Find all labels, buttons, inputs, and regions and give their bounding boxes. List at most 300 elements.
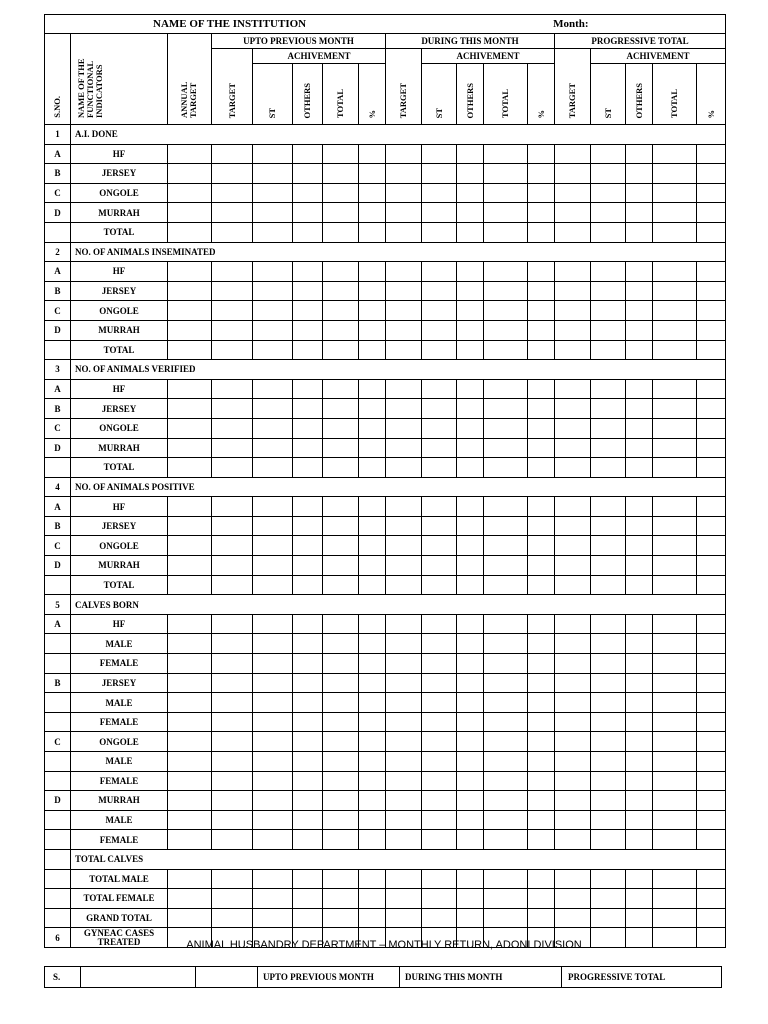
entry-cell[interactable] xyxy=(626,634,653,654)
entry-cell[interactable] xyxy=(359,673,386,693)
entry-cell[interactable] xyxy=(653,771,697,791)
entry-cell[interactable] xyxy=(484,575,528,595)
entry-cell[interactable] xyxy=(359,281,386,301)
entry-cell[interactable] xyxy=(212,791,253,811)
entry-cell[interactable] xyxy=(484,869,528,889)
entry-cell[interactable] xyxy=(253,693,293,713)
entry-cell[interactable] xyxy=(168,830,212,850)
entry-cell[interactable] xyxy=(528,144,555,164)
entry-cell[interactable] xyxy=(359,458,386,478)
entry-cell[interactable] xyxy=(697,732,726,752)
entry-cell[interactable] xyxy=(422,301,457,321)
entry-cell[interactable] xyxy=(168,301,212,321)
entry-cell[interactable] xyxy=(457,183,484,203)
entry-cell[interactable] xyxy=(168,810,212,830)
entry-cell[interactable] xyxy=(591,614,626,634)
entry-cell[interactable] xyxy=(323,320,359,340)
entry-cell[interactable] xyxy=(591,144,626,164)
entry-cell[interactable] xyxy=(386,399,422,419)
entry-cell[interactable] xyxy=(484,497,528,517)
entry-cell[interactable] xyxy=(555,889,591,909)
entry-cell[interactable] xyxy=(293,183,323,203)
entry-cell[interactable] xyxy=(422,183,457,203)
entry-cell[interactable] xyxy=(457,654,484,674)
entry-cell[interactable] xyxy=(653,281,697,301)
entry-cell[interactable] xyxy=(528,771,555,791)
entry-cell[interactable] xyxy=(555,516,591,536)
entry-cell[interactable] xyxy=(457,791,484,811)
entry-cell[interactable] xyxy=(626,614,653,634)
entry-cell[interactable] xyxy=(626,732,653,752)
entry-cell[interactable] xyxy=(293,830,323,850)
entry-cell[interactable] xyxy=(168,497,212,517)
entry-cell[interactable] xyxy=(323,458,359,478)
entry-cell[interactable] xyxy=(484,810,528,830)
entry-cell[interactable] xyxy=(422,164,457,184)
entry-cell[interactable] xyxy=(212,810,253,830)
entry-cell[interactable] xyxy=(386,203,422,223)
entry-cell[interactable] xyxy=(359,908,386,928)
entry-cell[interactable] xyxy=(591,281,626,301)
entry-cell[interactable] xyxy=(359,340,386,360)
entry-cell[interactable] xyxy=(323,869,359,889)
entry-cell[interactable] xyxy=(555,301,591,321)
entry-cell[interactable] xyxy=(457,320,484,340)
entry-cell[interactable] xyxy=(653,340,697,360)
entry-cell[interactable] xyxy=(626,281,653,301)
entry-cell[interactable] xyxy=(626,536,653,556)
entry-cell[interactable] xyxy=(253,183,293,203)
entry-cell[interactable] xyxy=(168,771,212,791)
entry-cell[interactable] xyxy=(323,830,359,850)
entry-cell[interactable] xyxy=(591,869,626,889)
entry-cell[interactable] xyxy=(323,262,359,282)
entry-cell[interactable] xyxy=(212,320,253,340)
entry-cell[interactable] xyxy=(253,830,293,850)
entry-cell[interactable] xyxy=(386,458,422,478)
entry-cell[interactable] xyxy=(626,183,653,203)
entry-cell[interactable] xyxy=(697,614,726,634)
entry-cell[interactable] xyxy=(591,791,626,811)
entry-cell[interactable] xyxy=(484,458,528,478)
entry-cell[interactable] xyxy=(591,654,626,674)
entry-cell[interactable] xyxy=(323,203,359,223)
entry-cell[interactable] xyxy=(212,222,253,242)
entry-cell[interactable] xyxy=(212,399,253,419)
entry-cell[interactable] xyxy=(168,732,212,752)
entry-cell[interactable] xyxy=(422,614,457,634)
entry-cell[interactable] xyxy=(168,556,212,576)
entry-cell[interactable] xyxy=(253,438,293,458)
entry-cell[interactable] xyxy=(591,438,626,458)
entry-cell[interactable] xyxy=(212,869,253,889)
entry-cell[interactable] xyxy=(422,262,457,282)
entry-cell[interactable] xyxy=(422,497,457,517)
entry-cell[interactable] xyxy=(653,614,697,634)
entry-cell[interactable] xyxy=(386,575,422,595)
entry-cell[interactable] xyxy=(555,771,591,791)
entry-cell[interactable] xyxy=(626,752,653,772)
entry-cell[interactable] xyxy=(253,536,293,556)
entry-cell[interactable] xyxy=(555,752,591,772)
entry-cell[interactable] xyxy=(626,379,653,399)
entry-cell[interactable] xyxy=(484,732,528,752)
entry-cell[interactable] xyxy=(253,301,293,321)
entry-cell[interactable] xyxy=(528,732,555,752)
entry-cell[interactable] xyxy=(484,281,528,301)
entry-cell[interactable] xyxy=(293,320,323,340)
entry-cell[interactable] xyxy=(323,222,359,242)
entry-cell[interactable] xyxy=(253,399,293,419)
entry-cell[interactable] xyxy=(422,379,457,399)
entry-cell[interactable] xyxy=(323,438,359,458)
entry-cell[interactable] xyxy=(555,262,591,282)
entry-cell[interactable] xyxy=(591,516,626,536)
entry-cell[interactable] xyxy=(386,497,422,517)
entry-cell[interactable] xyxy=(555,144,591,164)
entry-cell[interactable] xyxy=(253,281,293,301)
entry-cell[interactable] xyxy=(555,634,591,654)
entry-cell[interactable] xyxy=(359,771,386,791)
entry-cell[interactable] xyxy=(697,399,726,419)
entry-cell[interactable] xyxy=(626,438,653,458)
entry-cell[interactable] xyxy=(168,869,212,889)
entry-cell[interactable] xyxy=(293,164,323,184)
entry-cell[interactable] xyxy=(457,673,484,693)
entry-cell[interactable] xyxy=(653,497,697,517)
entry-cell[interactable] xyxy=(359,320,386,340)
entry-cell[interactable] xyxy=(697,575,726,595)
entry-cell[interactable] xyxy=(591,320,626,340)
entry-cell[interactable] xyxy=(591,418,626,438)
entry-cell[interactable] xyxy=(253,752,293,772)
entry-cell[interactable] xyxy=(253,575,293,595)
entry-cell[interactable] xyxy=(697,634,726,654)
entry-cell[interactable] xyxy=(697,340,726,360)
entry-cell[interactable] xyxy=(591,752,626,772)
entry-cell[interactable] xyxy=(591,262,626,282)
entry-cell[interactable] xyxy=(212,203,253,223)
entry-cell[interactable] xyxy=(168,340,212,360)
entry-cell[interactable] xyxy=(653,732,697,752)
entry-cell[interactable] xyxy=(457,752,484,772)
entry-cell[interactable] xyxy=(212,379,253,399)
entry-cell[interactable] xyxy=(323,654,359,674)
entry-cell[interactable] xyxy=(168,222,212,242)
entry-cell[interactable] xyxy=(528,222,555,242)
entry-cell[interactable] xyxy=(323,144,359,164)
entry-cell[interactable] xyxy=(653,752,697,772)
entry-cell[interactable] xyxy=(168,634,212,654)
entry-cell[interactable] xyxy=(484,536,528,556)
entry-cell[interactable] xyxy=(626,556,653,576)
entry-cell[interactable] xyxy=(422,908,457,928)
entry-cell[interactable] xyxy=(212,301,253,321)
entry-cell[interactable] xyxy=(697,752,726,772)
entry-cell[interactable] xyxy=(626,301,653,321)
entry-cell[interactable] xyxy=(422,889,457,909)
entry-cell[interactable] xyxy=(168,438,212,458)
entry-cell[interactable] xyxy=(359,203,386,223)
entry-cell[interactable] xyxy=(212,556,253,576)
entry-cell[interactable] xyxy=(253,791,293,811)
entry-cell[interactable] xyxy=(323,771,359,791)
entry-cell[interactable] xyxy=(653,536,697,556)
entry-cell[interactable] xyxy=(626,810,653,830)
entry-cell[interactable] xyxy=(697,222,726,242)
entry-cell[interactable] xyxy=(457,712,484,732)
entry-cell[interactable] xyxy=(653,654,697,674)
entry-cell[interactable] xyxy=(555,614,591,634)
entry-cell[interactable] xyxy=(253,516,293,536)
entry-cell[interactable] xyxy=(457,222,484,242)
entry-cell[interactable] xyxy=(591,183,626,203)
entry-cell[interactable] xyxy=(359,752,386,772)
entry-cell[interactable] xyxy=(168,516,212,536)
entry-cell[interactable] xyxy=(359,830,386,850)
entry-cell[interactable] xyxy=(484,379,528,399)
entry-cell[interactable] xyxy=(653,399,697,419)
entry-cell[interactable] xyxy=(555,830,591,850)
entry-cell[interactable] xyxy=(626,164,653,184)
entry-cell[interactable] xyxy=(323,673,359,693)
entry-cell[interactable] xyxy=(253,379,293,399)
entry-cell[interactable] xyxy=(386,183,422,203)
entry-cell[interactable] xyxy=(555,673,591,693)
entry-cell[interactable] xyxy=(697,516,726,536)
entry-cell[interactable] xyxy=(323,164,359,184)
entry-cell[interactable] xyxy=(422,654,457,674)
entry-cell[interactable] xyxy=(555,203,591,223)
entry-cell[interactable] xyxy=(457,869,484,889)
entry-cell[interactable] xyxy=(626,712,653,732)
entry-cell[interactable] xyxy=(253,889,293,909)
entry-cell[interactable] xyxy=(386,791,422,811)
entry-cell[interactable] xyxy=(555,575,591,595)
entry-cell[interactable] xyxy=(293,712,323,732)
entry-cell[interactable] xyxy=(591,556,626,576)
entry-cell[interactable] xyxy=(293,418,323,438)
entry-cell[interactable] xyxy=(555,869,591,889)
entry-cell[interactable] xyxy=(168,654,212,674)
entry-cell[interactable] xyxy=(653,262,697,282)
entry-cell[interactable] xyxy=(293,399,323,419)
entry-cell[interactable] xyxy=(359,301,386,321)
entry-cell[interactable] xyxy=(168,458,212,478)
entry-cell[interactable] xyxy=(212,752,253,772)
entry-cell[interactable] xyxy=(697,418,726,438)
entry-cell[interactable] xyxy=(653,908,697,928)
entry-cell[interactable] xyxy=(555,222,591,242)
entry-cell[interactable] xyxy=(422,222,457,242)
entry-cell[interactable] xyxy=(386,634,422,654)
entry-cell[interactable] xyxy=(528,458,555,478)
entry-cell[interactable] xyxy=(323,556,359,576)
entry-cell[interactable] xyxy=(253,262,293,282)
entry-cell[interactable] xyxy=(653,438,697,458)
entry-cell[interactable] xyxy=(626,654,653,674)
entry-cell[interactable] xyxy=(386,438,422,458)
entry-cell[interactable] xyxy=(212,438,253,458)
entry-cell[interactable] xyxy=(528,536,555,556)
entry-cell[interactable] xyxy=(253,203,293,223)
entry-cell[interactable] xyxy=(293,634,323,654)
entry-cell[interactable] xyxy=(212,889,253,909)
entry-cell[interactable] xyxy=(386,908,422,928)
entry-cell[interactable] xyxy=(591,536,626,556)
entry-cell[interactable] xyxy=(293,810,323,830)
entry-cell[interactable] xyxy=(591,379,626,399)
entry-cell[interactable] xyxy=(323,575,359,595)
entry-cell[interactable] xyxy=(528,614,555,634)
entry-cell[interactable] xyxy=(359,556,386,576)
entry-cell[interactable] xyxy=(697,673,726,693)
entry-cell[interactable] xyxy=(457,203,484,223)
entry-cell[interactable] xyxy=(293,771,323,791)
entry-cell[interactable] xyxy=(484,673,528,693)
entry-cell[interactable] xyxy=(653,673,697,693)
entry-cell[interactable] xyxy=(591,164,626,184)
entry-cell[interactable] xyxy=(697,908,726,928)
entry-cell[interactable] xyxy=(168,693,212,713)
entry-cell[interactable] xyxy=(422,281,457,301)
entry-cell[interactable] xyxy=(168,614,212,634)
entry-cell[interactable] xyxy=(697,183,726,203)
entry-cell[interactable] xyxy=(422,399,457,419)
entry-cell[interactable] xyxy=(528,497,555,517)
entry-cell[interactable] xyxy=(168,281,212,301)
entry-cell[interactable] xyxy=(253,634,293,654)
entry-cell[interactable] xyxy=(555,438,591,458)
entry-cell[interactable] xyxy=(293,908,323,928)
entry-cell[interactable] xyxy=(293,575,323,595)
entry-cell[interactable] xyxy=(626,673,653,693)
entry-cell[interactable] xyxy=(591,497,626,517)
entry-cell[interactable] xyxy=(697,301,726,321)
entry-cell[interactable] xyxy=(555,556,591,576)
entry-cell[interactable] xyxy=(323,183,359,203)
entry-cell[interactable] xyxy=(212,634,253,654)
entry-cell[interactable] xyxy=(555,281,591,301)
entry-cell[interactable] xyxy=(168,320,212,340)
entry-cell[interactable] xyxy=(386,614,422,634)
entry-cell[interactable] xyxy=(591,634,626,654)
entry-cell[interactable] xyxy=(293,222,323,242)
entry-cell[interactable] xyxy=(484,144,528,164)
entry-cell[interactable] xyxy=(212,732,253,752)
entry-cell[interactable] xyxy=(528,399,555,419)
entry-cell[interactable] xyxy=(484,634,528,654)
entry-cell[interactable] xyxy=(555,712,591,732)
entry-cell[interactable] xyxy=(422,830,457,850)
entry-cell[interactable] xyxy=(323,810,359,830)
entry-cell[interactable] xyxy=(359,183,386,203)
entry-cell[interactable] xyxy=(555,418,591,438)
entry-cell[interactable] xyxy=(555,183,591,203)
entry-cell[interactable] xyxy=(484,203,528,223)
entry-cell[interactable] xyxy=(359,399,386,419)
entry-cell[interactable] xyxy=(359,889,386,909)
entry-cell[interactable] xyxy=(422,516,457,536)
entry-cell[interactable] xyxy=(386,262,422,282)
entry-cell[interactable] xyxy=(457,614,484,634)
entry-cell[interactable] xyxy=(293,144,323,164)
entry-cell[interactable] xyxy=(457,379,484,399)
entry-cell[interactable] xyxy=(457,516,484,536)
entry-cell[interactable] xyxy=(484,693,528,713)
entry-cell[interactable] xyxy=(653,458,697,478)
entry-cell[interactable] xyxy=(168,203,212,223)
entry-cell[interactable] xyxy=(457,301,484,321)
entry-cell[interactable] xyxy=(528,693,555,713)
entry-cell[interactable] xyxy=(457,771,484,791)
entry-cell[interactable] xyxy=(386,340,422,360)
entry-cell[interactable] xyxy=(359,379,386,399)
entry-cell[interactable] xyxy=(484,889,528,909)
entry-cell[interactable] xyxy=(422,752,457,772)
entry-cell[interactable] xyxy=(626,399,653,419)
entry-cell[interactable] xyxy=(484,438,528,458)
entry-cell[interactable] xyxy=(653,810,697,830)
entry-cell[interactable] xyxy=(212,908,253,928)
entry-cell[interactable] xyxy=(422,556,457,576)
entry-cell[interactable] xyxy=(386,889,422,909)
entry-cell[interactable] xyxy=(386,810,422,830)
entry-cell[interactable] xyxy=(168,418,212,438)
entry-cell[interactable] xyxy=(293,497,323,517)
entry-cell[interactable] xyxy=(168,791,212,811)
entry-cell[interactable] xyxy=(386,673,422,693)
entry-cell[interactable] xyxy=(293,614,323,634)
entry-cell[interactable] xyxy=(555,654,591,674)
entry-cell[interactable] xyxy=(359,869,386,889)
entry-cell[interactable] xyxy=(653,712,697,732)
entry-cell[interactable] xyxy=(626,516,653,536)
entry-cell[interactable] xyxy=(591,575,626,595)
entry-cell[interactable] xyxy=(697,771,726,791)
entry-cell[interactable] xyxy=(386,869,422,889)
entry-cell[interactable] xyxy=(591,732,626,752)
entry-cell[interactable] xyxy=(457,810,484,830)
entry-cell[interactable] xyxy=(253,164,293,184)
entry-cell[interactable] xyxy=(457,693,484,713)
entry-cell[interactable] xyxy=(293,732,323,752)
entry-cell[interactable] xyxy=(457,262,484,282)
entry-cell[interactable] xyxy=(323,634,359,654)
entry-cell[interactable] xyxy=(293,791,323,811)
entry-cell[interactable] xyxy=(484,556,528,576)
entry-cell[interactable] xyxy=(293,654,323,674)
entry-cell[interactable] xyxy=(457,908,484,928)
entry-cell[interactable] xyxy=(253,673,293,693)
entry-cell[interactable] xyxy=(253,144,293,164)
entry-cell[interactable] xyxy=(484,301,528,321)
entry-cell[interactable] xyxy=(697,654,726,674)
entry-cell[interactable] xyxy=(168,379,212,399)
entry-cell[interactable] xyxy=(212,262,253,282)
entry-cell[interactable] xyxy=(528,634,555,654)
entry-cell[interactable] xyxy=(422,634,457,654)
entry-cell[interactable] xyxy=(386,712,422,732)
entry-cell[interactable] xyxy=(386,320,422,340)
entry-cell[interactable] xyxy=(528,203,555,223)
entry-cell[interactable] xyxy=(212,183,253,203)
entry-cell[interactable] xyxy=(359,693,386,713)
entry-cell[interactable] xyxy=(457,830,484,850)
entry-cell[interactable] xyxy=(293,203,323,223)
entry-cell[interactable] xyxy=(697,438,726,458)
entry-cell[interactable] xyxy=(422,810,457,830)
